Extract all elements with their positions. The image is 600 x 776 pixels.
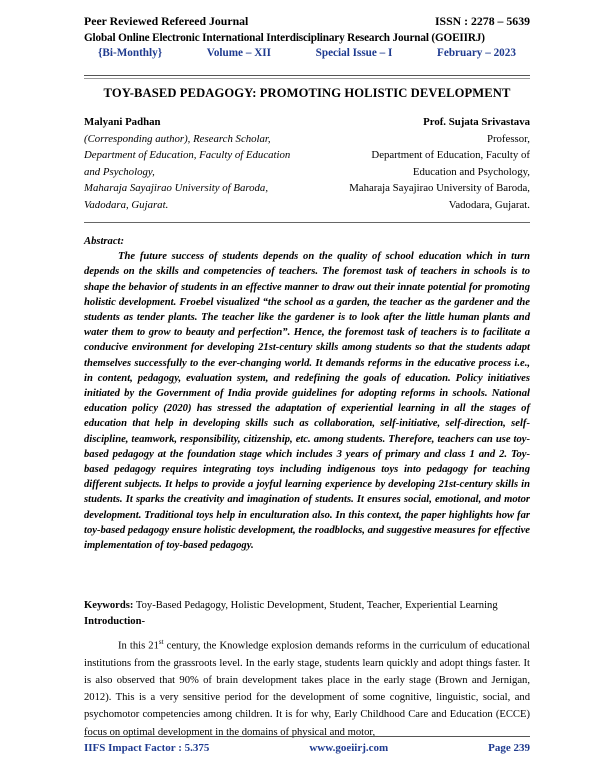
intro-text-start: In this 21 [118,640,159,652]
page-number: Page 239 [488,742,530,754]
affiliation-line: Education and Psychology, [412,165,530,178]
author-second [300,114,530,214]
introduction-body [84,634,530,741]
affiliation-line: Vadodara, Gujarat. [84,198,169,211]
affiliation-line: Department of Education, Faculty of Education [84,149,291,162]
website-link[interactable]: www.goeiirj.com [309,742,389,754]
intro-text-rest: century, the Knowledge explosion demands reforms in the curriculum of educational institutions from the grassroots level. In the early stage, students learn quickly and adopt things faster. It is also observed that 90% of brain development takes place in the early stage (Brown and Jernigan, 2012). This is a very sensitive period for the development of some cognitive, linguistic, social, and psychomotor competencies among children. It is for why, Early Childhood Care and Education (ECCE) focus on optimal development in the domains of physical and motor, [84,640,530,738]
affiliation-line: Maharaja Sayajirao University of Baroda, [349,182,530,195]
keywords [84,600,530,611]
superscript: st [158,638,164,646]
affiliation-line: Department of Education, Faculty of [371,149,530,162]
keywords-text: Toy-Based Pedagogy, Holistic Development, Student, Teacher, Experiential Learning [135,600,498,611]
authors-divider [84,222,530,223]
author-first [84,114,314,214]
introduction-paragraph [84,634,530,741]
keywords-label: Keywords: [84,600,134,611]
affiliation-line: Vadodara, Gujarat. [448,198,530,211]
issn: ISSN : 2278 – 5639 [434,14,530,28]
journal-type: Peer Reviewed Refereed Journal [84,14,249,28]
affiliation-line: Professor, [486,132,530,145]
affiliation-line: and Psychology, [84,165,155,178]
header-divider-thin [84,78,530,79]
abstract-label: Abstract: [84,236,125,247]
issue: Special Issue – I [315,47,393,59]
affiliation-line: Maharaja Sayajirao University of Baroda, [84,182,269,195]
abstract-section [84,234,530,553]
author-name: Prof. Sujata Srivastava [423,116,530,128]
issue-date: February – 2023 [437,47,516,59]
page-footer [84,742,530,754]
journal-name: Global Online Electronic International Interdisciplinary Research Journal (GOEIIRJ) [84,32,485,44]
affiliation-line: (Corresponding author), Research Scholar, [84,132,271,145]
introduction-heading: Introduction- [84,616,146,627]
journal-header [84,14,530,59]
author-name: Malyani Padhan [84,116,161,128]
footer-divider [84,736,530,737]
impact-factor: IIFS Impact Factor : 5.375 [84,742,210,754]
abstract-text: The future success of students depends on the quality of school education which in turn depends on the skills and competencies of teachers. The foremost task of teachers in schools is to shape the behavior of students in an effective manner to draw out their innate potential for promoting holistic development. Froebel visualized “the school as a garden, the teacher as the gardener and the students as tender plants. The teacher like the gardener is to look after the little human plants and water them to grow to beauty and perfection”. Hence, the foremost task of teachers is to facilitate a conducive environment for developing 21st-century skills among students so that the students adapt themselves successfully to the ever-changing world. It demands reforms in the educative process i.e., in content, pedagogy, evaluation system, and redefining the goals of education. Policy initiatives initiated by the Government of India provide guidelines for adopting reforms in schools. National education policy (2020) has stressed the adaptation of experiential learning in all the stages of education that help in developing skills such as collaboration, self-initiative, self-direction, self-discipline, teamwork, responsibility, citizenship, etc. among students. Therefore, teachers can use toy-based pedagogy at the foundation stage which includes 3 years of primary and class 1 and 2. Toy-based pedagogy requires integrating toys including indigenous toys into pedagogy for teaching different subjects. It helps to provide a joyful learning experience by developing 21st-century skills in students. It sparks the creativity and imagination of students. It ensures social, emotional, and motor development. Traditional toys help in enculturation also. In this context, the paper highlights how far toy-based pedagogy ensure holistic development, the roadblocks, and suggestive measures for effective implementation of toy-based pedagogy. [84,251,530,552]
volume: Volume – XII [206,47,271,59]
paper-title: TOY-BASED PEDAGOGY: PROMOTING HOLISTIC DEVELOPMENT [103,86,511,100]
header-divider [84,75,530,76]
frequency: {Bi-Monthly} [98,47,163,59]
